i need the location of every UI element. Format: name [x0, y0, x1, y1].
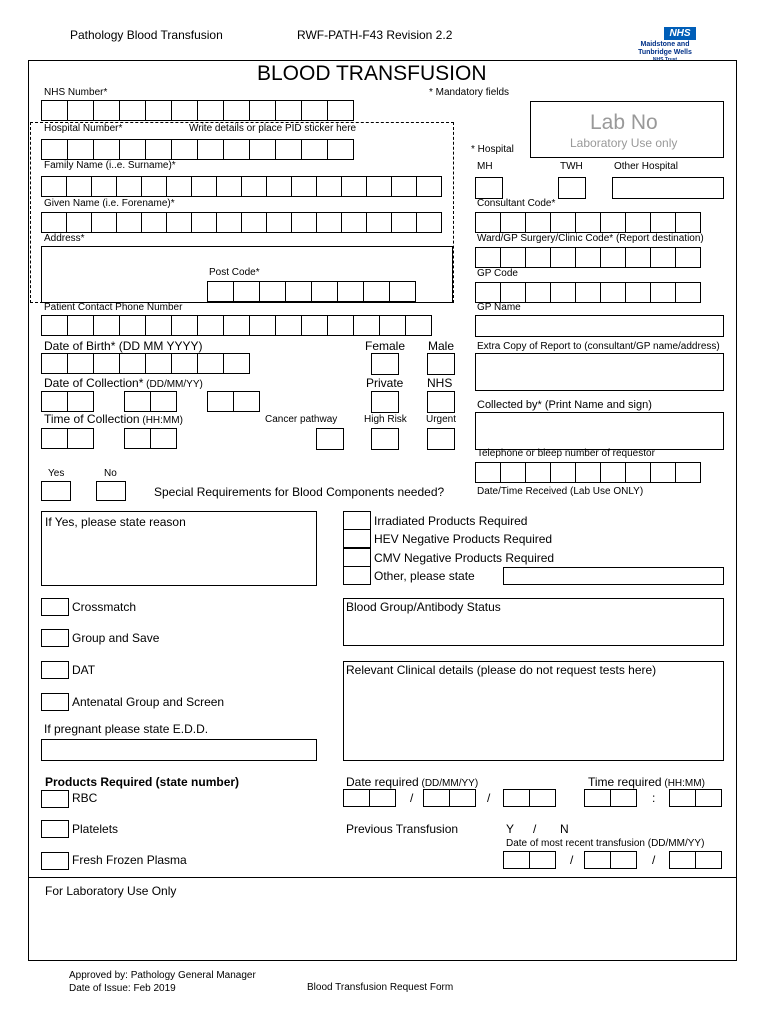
post-code-field[interactable]	[207, 281, 415, 302]
family-name-field[interactable]	[41, 176, 441, 197]
twh-label: TWH	[560, 161, 583, 172]
recent-transfusion-label: Date of most recent transfusion (DD/MM/YY)	[506, 838, 705, 849]
post-code-label: Post Code*	[209, 267, 260, 278]
private-checkbox[interactable]	[371, 391, 399, 413]
department-title: Pathology Blood Transfusion	[70, 28, 223, 42]
collection-time-minutes[interactable]	[124, 428, 176, 449]
nhs-number-field[interactable]	[41, 100, 353, 121]
mh-label: MH	[477, 161, 493, 172]
platelets-label: Platelets	[72, 822, 119, 836]
collected-by-label: Collected by* (Print Name and sign)	[477, 399, 652, 411]
recent-transfusion-sep-2: /	[652, 853, 656, 867]
ward-code-field[interactable]	[475, 247, 700, 268]
other-state-field[interactable]	[503, 567, 724, 585]
gp-code-field[interactable]	[475, 282, 700, 303]
antenatal-label: Antenatal Group and Screen	[72, 695, 225, 709]
previous-transfusion-no[interactable]: N	[560, 822, 569, 836]
recent-transfusion-day[interactable]	[503, 851, 555, 869]
hospital-label: * Hospital	[471, 144, 514, 155]
high-risk-checkbox[interactable]	[371, 428, 399, 450]
group-save-checkbox[interactable]	[41, 629, 69, 647]
group-save-label: Group and Save	[72, 631, 160, 645]
collection-time-hours[interactable]	[41, 428, 93, 449]
form-title: BLOOD TRANSFUSION	[257, 62, 487, 85]
male-checkbox[interactable]	[427, 353, 455, 375]
date-required-label: Date required (DD/MM/YY)	[346, 775, 479, 789]
gp-name-label: GP Name	[477, 302, 521, 313]
date-required-sep-2: /	[487, 791, 491, 805]
lab-use-label: For Laboratory Use Only	[45, 884, 177, 898]
hospital-number-field[interactable]	[41, 139, 353, 160]
cancer-pathway-label: Cancer pathway	[265, 414, 338, 425]
pid-note: Write details or place PID sticker here	[189, 123, 357, 134]
special-req-question: Special Requirements for Blood Components needed?	[154, 485, 445, 499]
consultant-code-field[interactable]	[475, 212, 700, 233]
collection-date-month[interactable]	[124, 391, 176, 412]
pregnant-edd-label: If pregnant please state E.D.D.	[44, 722, 209, 736]
private-label: Private	[366, 376, 404, 390]
female-label: Female	[365, 339, 406, 353]
gp-code-label: GP Code	[477, 268, 518, 279]
recent-transfusion-month[interactable]	[584, 851, 636, 869]
platelets-checkbox[interactable]	[41, 820, 69, 838]
products-required-label: Products Required (state number)	[45, 775, 240, 789]
gp-name-field[interactable]	[475, 315, 724, 337]
given-name-label: Given Name (i.e. Forename)*	[44, 198, 175, 209]
footer-form-name: Blood Transfusion Request Form	[307, 982, 454, 993]
collected-by-field[interactable]	[475, 412, 724, 450]
other-hospital-label: Other Hospital	[614, 161, 678, 172]
lab-no-title: Lab No	[590, 111, 658, 134]
dat-checkbox[interactable]	[41, 661, 69, 679]
trust-name: Maidstone and Tunbridge Wells NHS Trust	[638, 41, 692, 63]
lab-use-divider	[28, 877, 737, 878]
high-risk-label: High Risk	[364, 414, 407, 425]
form-code: RWF-PATH-F43 Revision 2.2	[297, 28, 453, 42]
date-required-month[interactable]	[423, 789, 475, 807]
antenatal-checkbox[interactable]	[41, 693, 69, 711]
urgent-checkbox[interactable]	[427, 428, 455, 450]
phone-label: Patient Contact Phone Number	[44, 302, 183, 313]
other-hospital-field[interactable]	[612, 177, 724, 199]
ffp-label: Fresh Frozen Plasma	[72, 853, 187, 867]
time-required-minutes[interactable]	[669, 789, 721, 807]
previous-transfusion-slash: /	[533, 822, 537, 836]
crossmatch-checkbox[interactable]	[41, 598, 69, 616]
ffp-checkbox[interactable]	[41, 852, 69, 870]
urgent-label: Urgent	[426, 414, 457, 425]
footer-approved: Approved by: Pathology General Manager	[69, 970, 256, 981]
yes-label: Yes	[48, 468, 65, 479]
hev-label: HEV Negative Products Required	[374, 532, 553, 546]
twh-checkbox[interactable]	[558, 177, 586, 199]
mh-checkbox[interactable]	[475, 177, 503, 199]
clinical-details-label: Relevant Clinical details (please do not request tests here)	[346, 663, 657, 677]
time-required-hours[interactable]	[584, 789, 636, 807]
time-required-sep: :	[652, 791, 656, 805]
collection-date-label: Date of Collection* (DD/MM/YY)	[44, 376, 203, 390]
nhs-checkbox[interactable]	[427, 391, 455, 413]
cmv-label: CMV Negative Products Required	[374, 551, 555, 565]
extra-copy-field[interactable]	[475, 353, 724, 391]
date-required-year[interactable]	[503, 789, 555, 807]
date-required-day[interactable]	[343, 789, 395, 807]
mandatory-note: * Mandatory fields	[429, 87, 510, 98]
family-name-label: Family Name (i..e. Surname)*	[44, 160, 176, 171]
telephone-field[interactable]	[475, 462, 700, 483]
special-req-yes-checkbox[interactable]	[41, 481, 71, 501]
female-checkbox[interactable]	[371, 353, 399, 375]
recent-transfusion-sep-1: /	[570, 853, 574, 867]
collection-time-label: Time of Collection (HH:MM)	[44, 412, 183, 426]
irradiated-checkbox[interactable]	[343, 511, 371, 530]
footer-issue-date: Date of Issue: Feb 2019	[69, 983, 176, 994]
date-required-sep-1: /	[410, 791, 414, 805]
other-label: Other, please state	[374, 569, 475, 583]
time-required-label: Time required (HH:MM)	[588, 775, 705, 789]
other-checkbox[interactable]	[343, 566, 371, 585]
blood-group-status-label: Blood Group/Antibody Status	[346, 600, 501, 614]
no-label: No	[104, 468, 117, 479]
if-yes-label: If Yes, please state reason	[45, 515, 186, 529]
irradiated-label: Irradiated Products Required	[374, 514, 528, 528]
collection-date-year[interactable]	[207, 391, 259, 412]
edd-field[interactable]	[41, 739, 317, 761]
dob-field[interactable]	[41, 353, 249, 374]
phone-field[interactable]	[41, 315, 431, 336]
rbc-checkbox[interactable]	[41, 790, 69, 808]
previous-transfusion-label: Previous Transfusion	[346, 822, 459, 836]
consultant-code-label: Consultant Code*	[477, 198, 556, 209]
hospital-number-label: Hospital Number*	[44, 123, 123, 134]
recent-transfusion-year[interactable]	[669, 851, 721, 869]
dob-label: Date of Birth* (DD MM YYYY)	[44, 339, 203, 353]
lab-no-subtitle: Laboratory Use only	[570, 136, 678, 150]
nhs-label: NHS	[427, 376, 453, 390]
crossmatch-label: Crossmatch	[72, 600, 137, 614]
special-req-no-checkbox[interactable]	[96, 481, 126, 501]
ward-code-label: Ward/GP Surgery/Clinic Code* (Report destination)	[477, 233, 704, 244]
nhs-number-label: NHS Number*	[44, 87, 108, 98]
previous-transfusion-yes[interactable]: Y	[506, 822, 515, 836]
nhs-badge: NHS	[664, 27, 696, 40]
male-label: Male	[428, 339, 455, 353]
telephone-label: Telephone or bleep number of requestor	[477, 448, 655, 459]
address-label: Address*	[44, 233, 85, 244]
extra-copy-label: Extra Copy of Report to (consultant/GP name/address)	[477, 341, 720, 352]
collection-date-day[interactable]	[41, 391, 93, 412]
given-name-field[interactable]	[41, 212, 441, 233]
rbc-label: RBC	[72, 791, 98, 805]
dat-label: DAT	[72, 663, 96, 677]
cancer-pathway-checkbox[interactable]	[316, 428, 344, 450]
hev-checkbox[interactable]	[343, 529, 371, 548]
date-received-label: Date/Time Received (Lab Use ONLY)	[477, 486, 644, 497]
cmv-checkbox[interactable]	[343, 548, 371, 567]
